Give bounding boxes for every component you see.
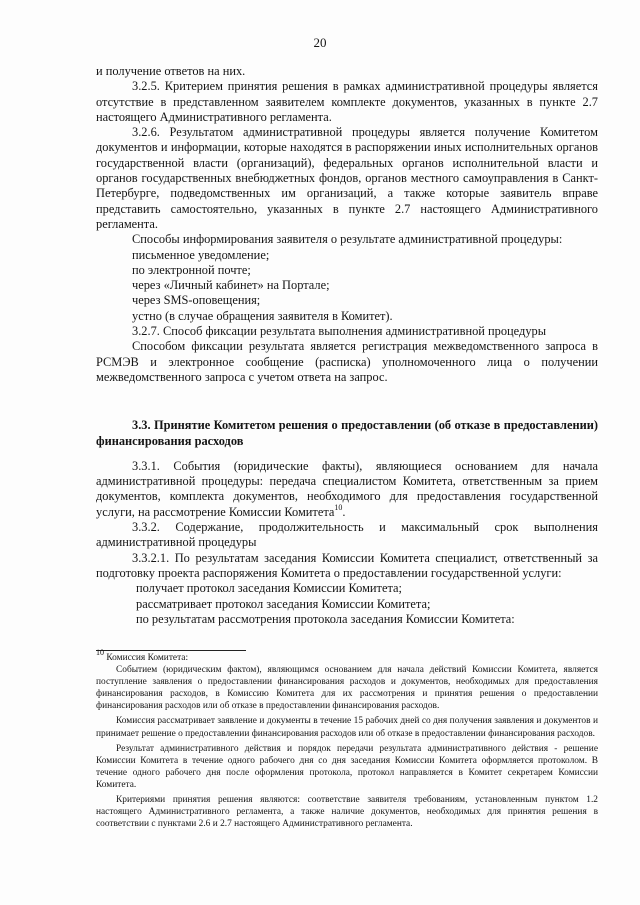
paragraph-3-3-2-1: 3.3.2.1. По результатам заседания Комиссии Комитета специалист, ответственный за подготовку проекта распоряжения Комитета о предоставлении государственной услуги: [96, 550, 598, 580]
footnote-paragraph-3: Результат административного действия и порядок передачи результата административного действия - решение Комиссии Комитета в течение одного рабочего дня со дня заседания Комиссии Комитета оформляется протоколом. В течение одного рабочего дня после оформления протокола, протокол направляется в Комитет секретарем Комиссии Комитета. [96, 743, 598, 790]
list-item-written-notice: письменное уведомление; [132, 247, 270, 262]
list-item-oral: устно (в случае обращения заявителя в Комитет). [132, 308, 393, 323]
section-heading-3-3: 3.3. Принятие Комитетом решения о предоставлении (об отказе в предоставлении) финансирования расходов [96, 418, 598, 448]
footnote-paragraph-2: Комиссия рассматривает заявление и документы в течение 15 рабочих дней со дня получения заявления и документов и принимает решение о предоставлении финансирования расходов или об отказе в предоставлении финансирования расходов. [96, 716, 598, 739]
paragraph-continuation: и получение ответов на них. [96, 64, 246, 78]
list-item-sms: через SMS-оповещения; [132, 293, 261, 308]
paragraph-3-3-2: 3.3.2. Содержание, продолжительность и максимальный срок выполнения административной процедуры [96, 520, 598, 550]
footnote-title-text: Комиссия Комитета: [104, 653, 189, 663]
paragraph-3-3-1-text: 3.3.1. События (юридические факты), являющиеся основанием для начала административной процедуры: передача специалистом Комитета, ответственным за прием документов, комплекта документов, необходимого для предоставления государственной услуги, на рассмотрение Комиссии Комитета [96, 458, 598, 519]
paragraph-3-2-7: 3.2.7. Способ фиксации результата выполнения административной процедуры [132, 324, 547, 339]
paragraph-fixation-method: Способом фиксации результата является регистрация межведомственного запроса в РСМЭВ и электронное сообщение (расписка) уполномоченного лица о получении межведомственного запроса с учетом ответа на запрос. [96, 339, 598, 384]
footnote-mark: 10 [96, 647, 104, 657]
list-item-review-results: по результатам рассмотрения протокола заседания Комиссии Комитета: [136, 611, 515, 626]
footnote-paragraph-1: Событием (юридическим фактом), являющимся основанием для начала действий Комиссии Комитета, является поступление заявления о предоставлении финансирования расходов и документов, необходимых для предоставления финансирования расходов, в Комиссию Комитета для их рассмотрения и принятия решения о предоставлении финансирования расходов или об отказе в предоставлении финансирования расходов. [96, 665, 598, 712]
footnote-separator [96, 650, 246, 651]
paragraph-3-3-1 [96, 459, 598, 520]
list-item-email: по электронной почте; [132, 262, 251, 277]
paragraph-3-2-5: 3.2.5. Критерием принятия решения в рамках административной процедуры является отсутствие в представленном заявителем комплекте документов, указанных в пункте 2.7 настоящего Административного регламента. [96, 79, 598, 124]
paragraph-3-3-1-end: . [342, 504, 346, 519]
main-text [96, 64, 598, 627]
paragraph-inform-methods: Способы информирования заявителя о результате административной процедуры: [132, 232, 563, 247]
footnote-ref: 10 [334, 502, 343, 512]
footnote-title [96, 647, 598, 664]
list-item-personal-cabinet: через «Личный кабинет» на Портале; [132, 278, 330, 293]
page-number: 20 [313, 35, 327, 50]
footnotes [96, 647, 598, 830]
paragraph-3-2-6: 3.2.6. Результатом административной процедуры является получение Комитетом документов и информации, которые находятся в распоряжении иных исполнительных органов государственной власти (организаций), федеральных органов исполнительной власти и органов государственных внебюджетных фондов, органов местного самоуправления в Санкт-Петербурге, подведомственных им организаций, а также которые заявитель вправе представить самостоятельно, указанных в пункте 2.7 настоящего Административного регламента. [96, 125, 598, 231]
footnote-paragraph-4: Критериями принятия решения являются: соответствие заявителя требованиям, установленным пунктом 1.2 настоящего Административного регламента, а также наличие документов, необходимых для принятия решения в соответствии с пунктами 2.6 и 2.7 настоящего Административного регламента. [96, 795, 598, 830]
list-item-review-protocol: рассматривает протокол заседания Комиссии Комитета; [136, 596, 431, 611]
list-item-receive-protocol: получает протокол заседания Комиссии Комитета; [136, 581, 402, 596]
